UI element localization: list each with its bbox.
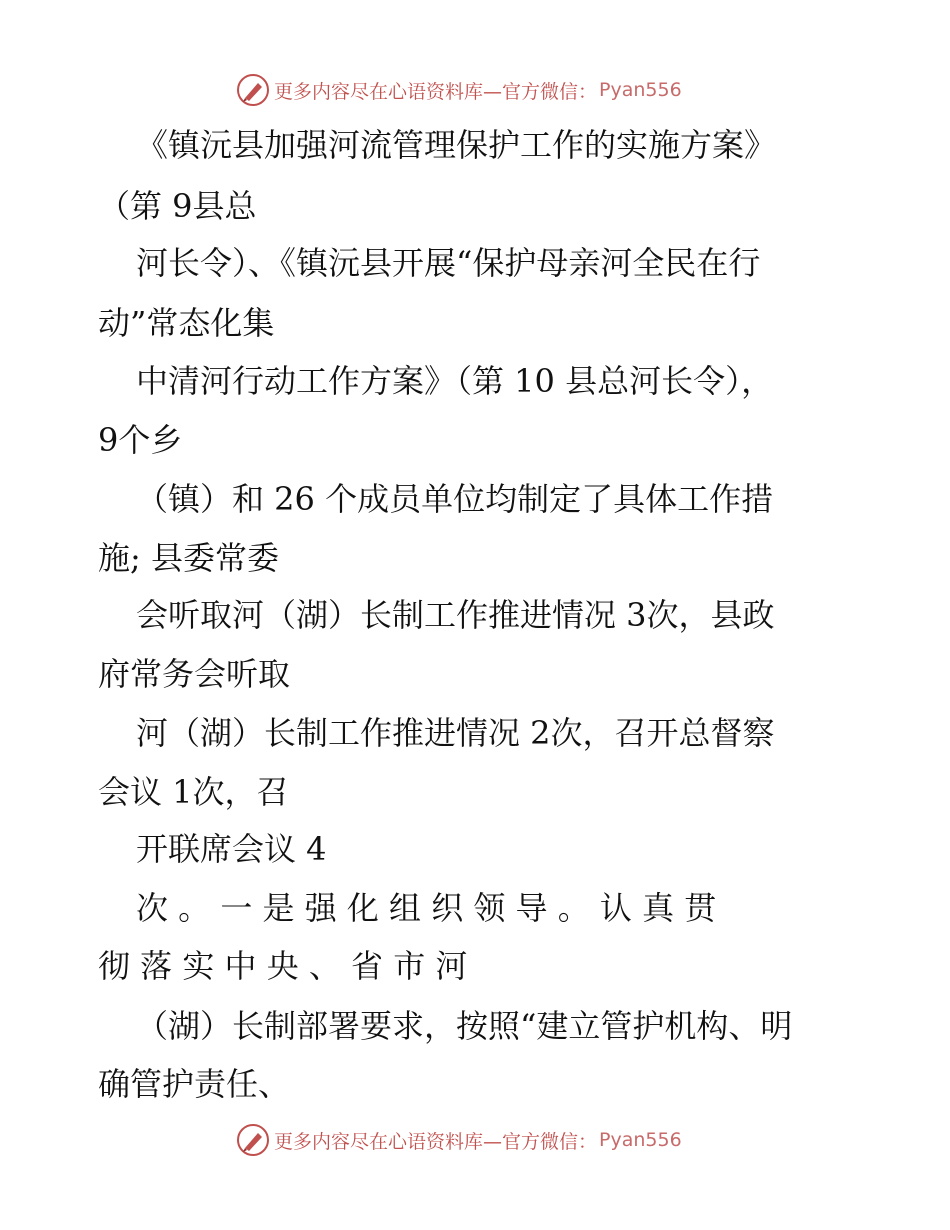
- watermark-wechat-id: Pyan556: [599, 1129, 682, 1151]
- text-line: 府常务会听取: [98, 655, 291, 693]
- text-line: 彻 落 实 中 央 、 省 市 河: [98, 947, 468, 985]
- watermark-wechat-id: Pyan556: [599, 79, 682, 101]
- text-line: 会议 1次，召: [98, 773, 289, 811]
- text-line: 确管护责任、: [98, 1065, 291, 1103]
- text-line: 动”常态化集: [98, 304, 275, 342]
- watermark-text: 更多内容尽在心语资料库—官方微信：: [274, 80, 598, 103]
- text-line: 次 。 一 是 强 化 组 织 领 导 。 认 真 贯: [136, 889, 717, 927]
- text-line: 河（湖）长制工作推进情况 2次，召开总督察: [136, 714, 775, 752]
- text-line: 会听取河（湖）长制工作推进情况 3次，县政: [136, 596, 775, 634]
- text-line: （镇）和 26 个成员单位均制定了具体工作措: [136, 480, 774, 518]
- text-line: （第 9县总: [98, 187, 257, 225]
- watermark-header: [236, 72, 682, 108]
- text-line: 9个乡: [98, 421, 183, 459]
- pen-logo-icon: [236, 1123, 270, 1157]
- text-line: 中清河行动工作方案》（第 10 县总河长令），: [136, 362, 774, 400]
- text-line: 开联席会议 4: [136, 830, 327, 868]
- text-line: 施; 县委常委: [98, 539, 279, 577]
- watermark-footer: [236, 1122, 682, 1158]
- watermark-text: 更多内容尽在心语资料库—官方微信：: [274, 1130, 598, 1153]
- text-line: 河长令）、《镇沅县开展“保护母亲河全民在行: [136, 244, 761, 282]
- text-line: 《镇沅县加强河流管理保护工作的实施方案》: [136, 126, 777, 164]
- text-line: （湖）长制部署要求，按照“建立管护机构、明: [136, 1007, 793, 1045]
- pen-logo-icon: [236, 73, 270, 107]
